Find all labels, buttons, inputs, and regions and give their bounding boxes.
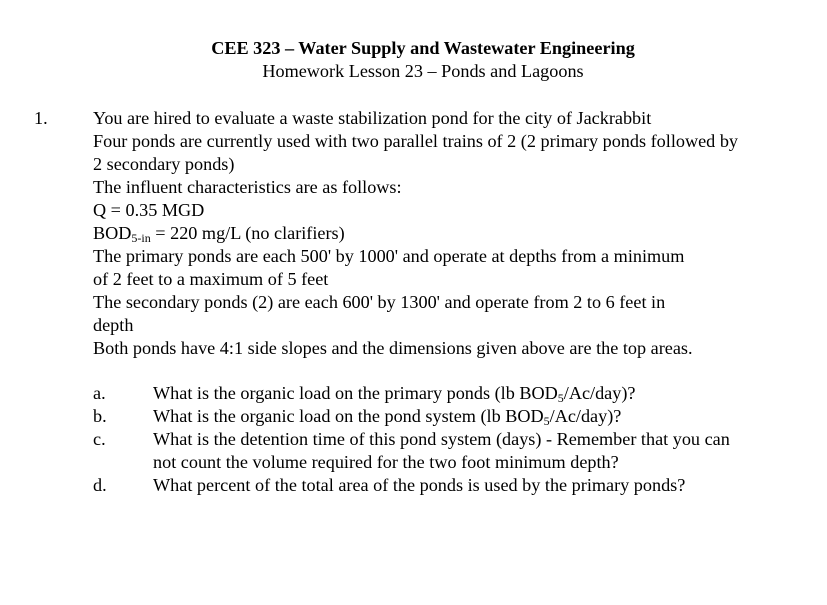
course-title: CEE 323 – Water Supply and Wastewater Engineering xyxy=(211,38,635,58)
question-text: What is the detention time of this pond system (days) - Remember that you can xyxy=(153,429,730,449)
question-a xyxy=(93,382,813,405)
problem-line: Both ponds have 4:1 side slopes and the dimensions given above are the top areas. xyxy=(93,338,693,358)
problem-number: 1. xyxy=(34,108,48,128)
bod-line xyxy=(93,222,813,245)
question-list xyxy=(93,382,813,497)
homework-subtitle: Homework Lesson 23 – Ponds and Lagoons xyxy=(262,61,584,81)
question-label: d. xyxy=(93,475,107,495)
bod-value: = 220 mg/L (no clarifiers) xyxy=(150,223,345,243)
problem-line: The influent characteristics are as follows: xyxy=(93,177,402,197)
question-c xyxy=(93,428,813,474)
problem-line: of 2 feet to a maximum of 5 feet xyxy=(93,269,329,289)
bod-subscript: 5-in xyxy=(131,231,151,245)
question-text: not count the volume required for the two foot minimum depth? xyxy=(153,452,619,472)
problem-statement xyxy=(93,107,813,360)
problem-line: You are hired to evaluate a waste stabilization pond for the city of Jackrabbit xyxy=(93,108,652,128)
question-text-end: /Ac/day)? xyxy=(563,383,636,403)
question-d xyxy=(93,474,813,497)
problem-line: depth xyxy=(93,315,134,335)
question-b xyxy=(93,405,813,428)
flow-rate-line: Q = 0.35 MGD xyxy=(93,200,205,220)
problem-line: Four ponds are currently used with two parallel trains of 2 (2 primary ponds followed by xyxy=(93,131,739,151)
question-text: What is the organic load on the primary ponds (lb BOD xyxy=(153,383,558,403)
question-text-end: /Ac/day)? xyxy=(549,406,622,426)
problem-line: 2 secondary ponds) xyxy=(93,154,235,174)
question-label: a. xyxy=(93,383,106,403)
question-text: What is the organic load on the pond system (lb BOD xyxy=(153,406,544,426)
bod-subscript: 5 xyxy=(557,391,564,405)
bod-text: BOD xyxy=(93,223,132,243)
question-text: What percent of the total area of the ponds is used by the primary ponds? xyxy=(153,475,686,495)
question-label: b. xyxy=(93,406,107,426)
document-header xyxy=(0,37,827,83)
question-label: c. xyxy=(93,429,106,449)
problem-line: The primary ponds are each 500' by 1000' and operate at depths from a minimum xyxy=(93,246,685,266)
bod-subscript: 5 xyxy=(543,414,550,428)
problem-line: The secondary ponds (2) are each 600' by 1300' and operate from 2 to 6 feet in xyxy=(93,292,666,312)
